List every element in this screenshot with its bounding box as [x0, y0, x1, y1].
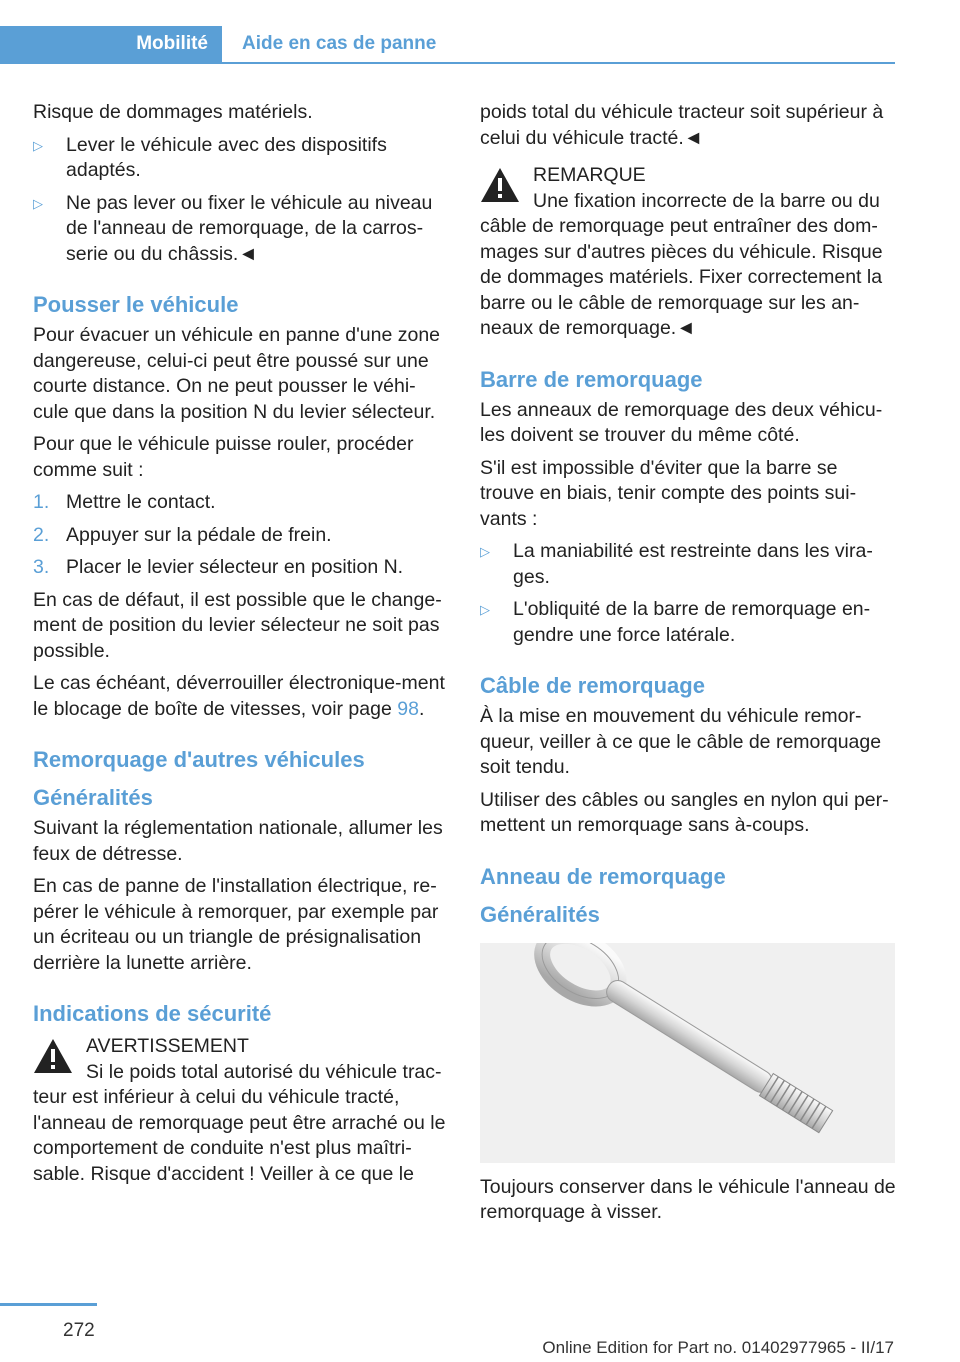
heading-tow-ring: Anneau de remorquage — [480, 863, 726, 889]
paragraph: Pour évacuer un véhicule en panne d'une zone dangereuse, celui-ci peut être poussé sur une courte distance. On ne peut pousser le véhi-cule que dans la position N du levier sélecteur. — [33, 324, 441, 423]
page-number-bar — [0, 1303, 97, 1306]
page-link[interactable]: 98 — [397, 697, 419, 720]
paragraph: Pour que le véhicule puisse rouler, procéder comme suit : — [33, 433, 414, 481]
tab-mobilite[interactable]: Mobilité — [0, 26, 222, 62]
paragraph: Les anneaux de remorquage des deux véhicu-les doivent se trouver du même côté. — [480, 398, 883, 446]
heading-general: Généralités — [480, 901, 600, 927]
paragraph: Le cas échéant, déverrouiller électronique-ment le blocage de boîte de vitesses, voir page 98. — [33, 672, 445, 720]
list-item: ▷ Ne pas lever ou fixer le véhicule au niveau de l'anneau de remorquage, de la carros-serie ou du châssis.◄ — [33, 191, 433, 265]
note-text-continued: câble de remorquage peut entraîner des dom-mages sur d'autres pièces du véhicule. Risque de dommages matériels. Fixer correctement la barre ou le câble de remorquage sur les an-neaux de remorquage.◄ — [480, 215, 883, 339]
bullet-list — [480, 539, 896, 648]
step-number: 1. — [33, 491, 50, 513]
list-item: 1. Mettre le contact. — [33, 490, 449, 516]
right-column — [480, 100, 896, 1233]
triangle-right-icon: ▷ — [33, 195, 43, 211]
tow-ring-illustration — [480, 943, 895, 1163]
list-item: 2. Appuyer sur la pédale de frein. — [33, 523, 449, 549]
heading-push: Pousser le véhicule — [33, 292, 239, 317]
warning-title: AVERTISSEMENT — [86, 1035, 249, 1057]
heading-tow-cable: Câble de remorquage — [480, 673, 705, 698]
triangle-right-icon: ▷ — [33, 137, 43, 153]
list-item: 3. Placer le levier sélecteur en position N. — [33, 555, 449, 581]
note-text: Une fixation incorrecte de la barre ou du — [533, 189, 880, 212]
paragraph: Utiliser des câbles ou sangles en nylon qui per-mettent un remorquage sans à-coups. — [480, 788, 889, 836]
step-number: 3. — [33, 556, 50, 578]
note-box — [480, 163, 896, 342]
page-number: 272 — [63, 1320, 95, 1341]
paragraph: poids total du véhicule tracteur soit supérieur à celui du véhicule tracté.◄ — [480, 101, 884, 149]
warning-text: Si le poids total autorisé du véhicule trac- — [86, 1060, 442, 1083]
step-number: 2. — [33, 523, 50, 546]
note-title: REMARQUE — [533, 164, 646, 186]
heading-safety: Indications de sécurité — [33, 1001, 272, 1026]
paragraph: En cas de panne de l'installation électrique, re-pérer le véhicule à remorquer, par exemple par un écriteau ou un triangle de présignalisation derrière la lunette arrière. — [33, 875, 439, 974]
heading-general: Généralités — [33, 785, 153, 810]
warning-text-continued: teur est inférieur à celui du véhicule tracté, l'anneau de remorquage peut être arraché ou le comportement de conduite n'est plus maîtri-sable. Risque d'accident ! Veiller à ce que le — [33, 1086, 446, 1185]
footer-edition: Online Edition for Part no. 01402977965 - II/17 — [542, 1338, 894, 1357]
heading-tow-other: Remorquage d'autres véhicules — [33, 747, 365, 772]
tow-ring-image — [480, 943, 895, 1163]
paragraph: S'il est impossible d'éviter que la barre se trouve en biais, tenir compte des points sui-vants : — [480, 456, 857, 530]
bullet-list — [33, 133, 449, 268]
paragraph: Toujours conserver dans le véhicule l'anneau de remorquage à visser. — [480, 1175, 896, 1223]
list-item: ▷ La maniabilité est restreinte dans les vira-ges. — [480, 540, 873, 588]
warning-triangle-icon — [33, 1038, 73, 1074]
heading-tow-bar: Barre de remorquage — [480, 366, 703, 392]
paragraph: À la mise en mouvement du véhicule remor-queur, veiller à ce que le câble de remorquage soit tendu. — [480, 705, 882, 778]
paragraph: En cas de défaut, il est possible que le change-ment de position du levier sélecteur ne soit pas possible. — [33, 588, 442, 662]
triangle-right-icon: ▷ — [480, 602, 490, 617]
left-column — [33, 100, 449, 1194]
paragraph: Risque de dommages matériels. — [33, 101, 313, 123]
warning-box — [33, 1034, 449, 1187]
warning-triangle-icon — [480, 167, 520, 203]
paragraph: Suivant la réglementation nationale, allumer les feux de détresse. — [33, 817, 443, 865]
triangle-right-icon: ▷ — [480, 544, 490, 559]
list-item: ▷ L'obliquité de la barre de remorquage en-gendre une force latérale. — [480, 598, 871, 646]
list-item: ▷ Lever le véhicule avec des dispositifs adaptés. — [33, 133, 387, 181]
tab-aide-panne[interactable]: Aide en cas de panne — [242, 33, 437, 54]
numbered-list — [33, 490, 449, 581]
header-tabs — [0, 26, 895, 64]
